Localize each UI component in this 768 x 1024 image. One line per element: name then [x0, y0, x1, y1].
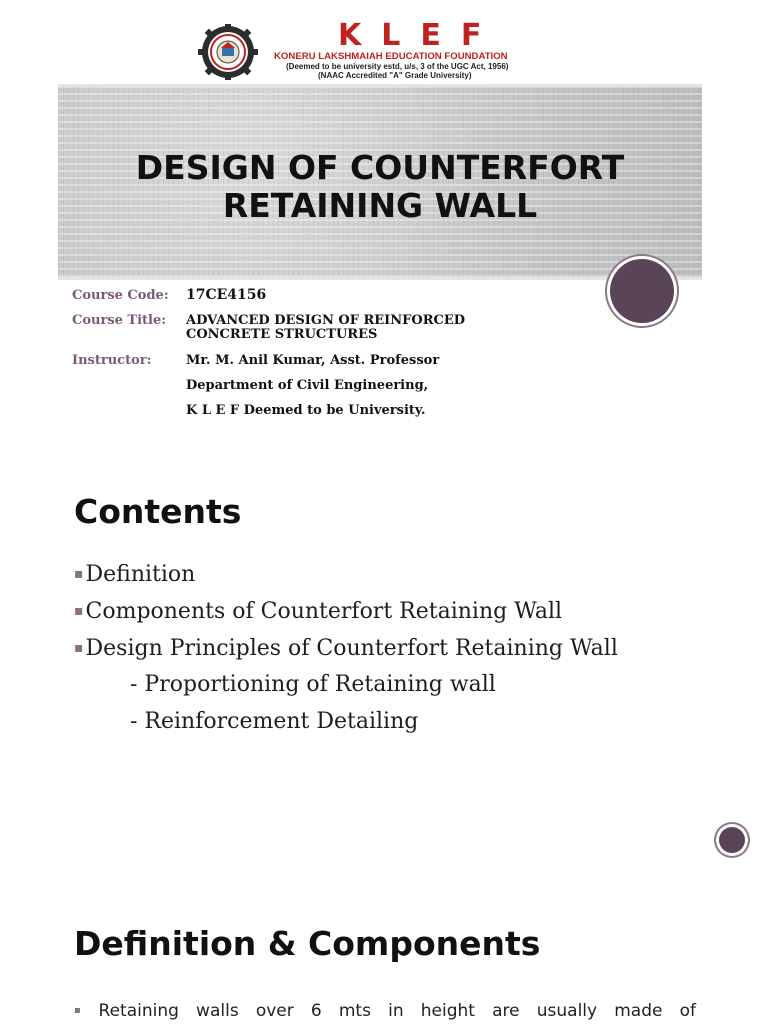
definition-heading: Definition & Components [74, 924, 541, 963]
decorative-circle-icon [719, 827, 745, 853]
decorative-circle-icon [610, 259, 674, 323]
bullet-square-icon: ▪ [74, 1005, 93, 1016]
instructor-dept-row [72, 378, 592, 403]
definition-text: Retaining walls over 6 mts in height are usually made of [98, 1001, 696, 1021]
slide-title [58, 149, 702, 225]
list-item [74, 634, 618, 671]
bullet-square-icon: ▪ [74, 603, 84, 619]
list-item-text: Design Principles of Counterfort Retaining Wall [85, 636, 618, 661]
instructor-name: Mr. M. Anil Kumar, Asst. Professor [186, 353, 440, 368]
bullet-square-icon: ▪ [74, 566, 84, 582]
instructor-university: K L E F Deemed to be University. [186, 403, 426, 418]
instructor-univ-row [72, 403, 592, 428]
course-title-row [72, 313, 592, 353]
course-title-line2: CONCRETE STRUCTURES [186, 327, 378, 342]
klef-logo [186, 18, 560, 80]
definition-paragraph [74, 1000, 696, 1022]
contents-heading: Contents [74, 492, 242, 531]
instructor-label: Instructor: [72, 353, 152, 368]
course-title-line1: ADVANCED DESIGN OF REINFORCED [186, 313, 466, 328]
list-item-text: Definition [85, 562, 196, 587]
contents-slide [0, 470, 768, 890]
list-item [74, 597, 618, 634]
list-item [74, 560, 618, 597]
course-title-label: Course Title: [72, 313, 167, 328]
course-code-value: 17CE4156 [186, 287, 267, 303]
logo-acronym: KLEF [338, 18, 502, 53]
sub-list-item: - Reinforcement Detailing [130, 709, 419, 734]
logo-deemed-line: (Deemed to be university estd, u/s, 3 of the UGC Act, 1956) [286, 62, 509, 71]
contents-list [74, 560, 618, 745]
instructor-department: Department of Civil Engineering, [186, 378, 429, 393]
logo-naac-line: (NAAC Accredited "A" Grade University) [318, 71, 472, 80]
slide-title-line2: RETAINING WALL [222, 186, 538, 225]
logo-foundation-name: KONERU LAKSHMAIAH EDUCATION FOUNDATION [274, 51, 508, 62]
course-code-label: Course Code: [72, 288, 169, 303]
title-slide [0, 0, 768, 460]
bullet-square-icon: ▪ [74, 640, 84, 656]
university-seal-icon [186, 24, 270, 80]
title-banner [58, 84, 702, 280]
slide-title-line1: DESIGN OF COUNTERFORT [135, 148, 625, 187]
course-code-row [72, 288, 592, 313]
course-info [72, 288, 592, 428]
list-item-text: Components of Counterfort Retaining Wall [85, 599, 563, 624]
definition-slide [0, 910, 768, 1024]
instructor-row [72, 353, 592, 378]
sub-list-item: - Proportioning of Retaining wall [130, 672, 496, 697]
